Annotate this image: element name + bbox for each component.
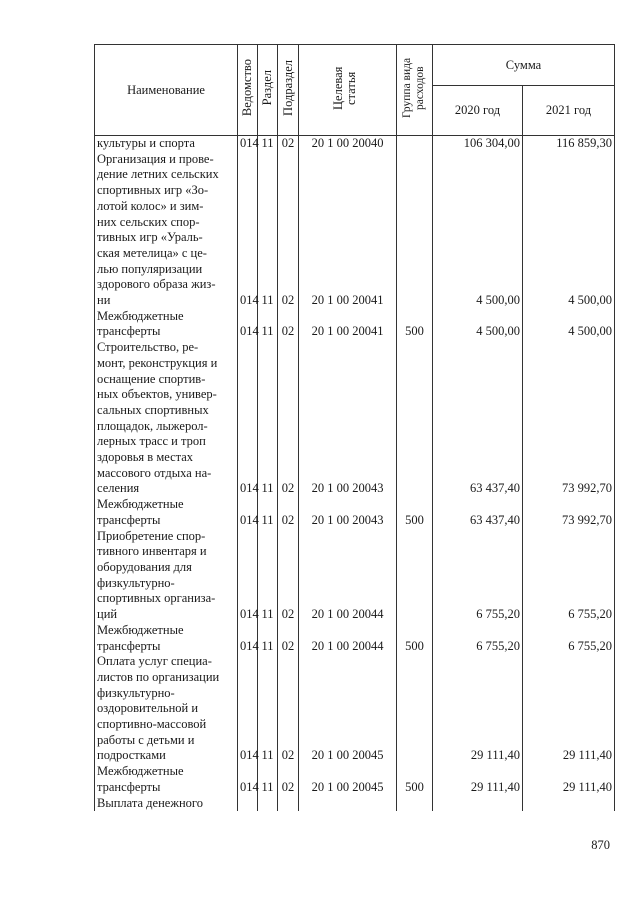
row-name [95, 340, 238, 497]
row-name-line: трансферты [97, 324, 161, 339]
cell-sum-2021: 6 755,20 [523, 529, 615, 623]
cell-sum-2020: 6 755,20 [433, 529, 523, 623]
cell-gruppa-vida [397, 529, 433, 623]
table-row [95, 497, 615, 528]
table-row [95, 152, 615, 309]
row-name-line: Межбюджетные [97, 308, 184, 323]
table-row [95, 764, 615, 795]
row-name-line: ни [97, 293, 111, 308]
cell-vedomstvo: 014 [238, 152, 258, 309]
row-name [95, 136, 238, 152]
row-name-line: дение летних сельских [97, 167, 219, 182]
cell-sum-2021: 116 859,30 [523, 136, 615, 152]
row-name-line: Приобретение спор- [97, 528, 206, 543]
cell-razdel: 11 [258, 309, 278, 340]
row-name-line: подростками [97, 748, 166, 763]
cell-celevaya-statya: 20 1 00 20044 [299, 529, 397, 623]
cell-sum-2021: 73 992,70 [523, 340, 615, 497]
row-name-line: листов по организации [97, 669, 220, 684]
row-name-line: оснащение спортив- [97, 371, 206, 386]
cell-razdel: 11 [258, 764, 278, 795]
cell-vedomstvo: 014 [238, 654, 258, 764]
cell-gruppa-vida: 500 [397, 623, 433, 654]
cell-sum-2021: 6 755,20 [523, 623, 615, 654]
row-name [95, 497, 238, 528]
row-name-line: ций [97, 607, 118, 622]
row-name-line: Межбюджетные [97, 497, 184, 512]
row-name-line: ская метелица» с це- [97, 245, 207, 260]
row-name-line: сальных спортивных [97, 402, 209, 417]
header-gruppa: Группа вида расходов [397, 45, 433, 136]
row-name [95, 529, 238, 623]
cell-podrazdel: 02 [278, 764, 299, 795]
cell-sum-2021: 4 500,00 [523, 309, 615, 340]
page-number: 870 [591, 838, 610, 852]
cell-razdel: 11 [258, 340, 278, 497]
cell-vedomstvo: 014 [238, 764, 258, 795]
cell-vedomstvo [238, 796, 258, 812]
row-name-line: оборудования для [97, 559, 192, 574]
cell-celevaya-statya: 20 1 00 20044 [299, 623, 397, 654]
cell-sum-2020: 6 755,20 [433, 623, 523, 654]
row-name-line: лерных трасс и троп [97, 434, 206, 449]
cell-sum-2020: 63 437,40 [433, 497, 523, 528]
header-year-2021: 2021 год [523, 86, 615, 136]
row-name-line: спортивных организа- [97, 591, 216, 606]
cell-vedomstvo: 014 [238, 340, 258, 497]
cell-gruppa-vida: 500 [397, 497, 433, 528]
row-name [95, 152, 238, 309]
cell-gruppa-vida [397, 152, 433, 309]
cell-podrazdel: 02 [278, 623, 299, 654]
cell-gruppa-vida [397, 136, 433, 152]
row-name-line: них сельских спор- [97, 214, 200, 229]
cell-sum-2020: 106 304,00 [433, 136, 523, 152]
cell-gruppa-vida [397, 796, 433, 812]
row-name-line: селения [97, 481, 140, 496]
row-name-line: трансферты [97, 512, 161, 527]
row-name-line: трансферты [97, 779, 161, 794]
header-name: Наименование [95, 45, 238, 136]
row-name-line: оздоровительной и [97, 701, 199, 716]
cell-razdel: 11 [258, 654, 278, 764]
cell-razdel: 11 [258, 623, 278, 654]
row-name-line: физкультурно- [97, 575, 175, 590]
row-name-line: Оплата услуг специа- [97, 654, 212, 669]
cell-gruppa-vida [397, 340, 433, 497]
cell-celevaya-statya: 20 1 00 20043 [299, 340, 397, 497]
cell-sum-2021: 29 111,40 [523, 654, 615, 764]
row-name-line: Выплата денежного [97, 795, 203, 810]
cell-sum-2020 [433, 796, 523, 812]
cell-podrazdel: 02 [278, 152, 299, 309]
cell-sum-2021 [523, 796, 615, 812]
row-name-line: культуры и спорта [97, 136, 195, 150]
cell-razdel [258, 796, 278, 812]
row-name-line: ных объектов, универ- [97, 387, 217, 402]
cell-vedomstvo: 014 [238, 136, 258, 152]
cell-podrazdel: 02 [278, 529, 299, 623]
row-name-line: тивного инвентаря и [97, 544, 207, 559]
row-name-line: лью популяризации [97, 261, 203, 276]
row-name-line: здорового образа жиз- [97, 277, 216, 292]
cell-sum-2020: 4 500,00 [433, 309, 523, 340]
cell-vedomstvo: 014 [238, 497, 258, 528]
table-row [95, 654, 615, 764]
cell-vedomstvo: 014 [238, 529, 258, 623]
cell-podrazdel: 02 [278, 340, 299, 497]
cell-gruppa-vida: 500 [397, 764, 433, 795]
table-row [95, 796, 615, 812]
row-name-line: площадок, лыжерол- [97, 418, 208, 433]
table-row [95, 340, 615, 497]
cell-celevaya-statya [299, 796, 397, 812]
row-name [95, 309, 238, 340]
cell-sum-2021: 29 111,40 [523, 764, 615, 795]
cell-podrazdel: 02 [278, 136, 299, 152]
cell-sum-2021: 73 992,70 [523, 497, 615, 528]
cell-podrazdel: 02 [278, 309, 299, 340]
row-name-line: массового отдыха на- [97, 465, 212, 480]
row-name-line: тивных игр «Ураль- [97, 230, 203, 245]
cell-celevaya-statya: 20 1 00 20040 [299, 136, 397, 152]
row-name [95, 796, 238, 812]
row-name [95, 623, 238, 654]
cell-sum-2021: 4 500,00 [523, 152, 615, 309]
row-name [95, 764, 238, 795]
header-podrazdel: Подраздел [278, 45, 299, 136]
row-name-line: Организация и прове- [97, 151, 214, 166]
row-name-line: лотой колос» и зим- [97, 198, 204, 213]
cell-razdel: 11 [258, 497, 278, 528]
header-celevaya: Целевая статья [299, 45, 397, 136]
cell-sum-2020: 29 111,40 [433, 654, 523, 764]
header-razdel: Раздел [258, 45, 278, 136]
table-row [95, 623, 615, 654]
row-name-line: Межбюджетные [97, 622, 184, 637]
row-name-line: Строительство, ре- [97, 340, 199, 355]
cell-podrazdel: 02 [278, 654, 299, 764]
cell-sum-2020: 4 500,00 [433, 152, 523, 309]
cell-celevaya-statya: 20 1 00 20045 [299, 764, 397, 795]
cell-celevaya-statya: 20 1 00 20041 [299, 309, 397, 340]
table-row [95, 136, 615, 152]
budget-table [94, 44, 615, 811]
cell-celevaya-statya: 20 1 00 20043 [299, 497, 397, 528]
cell-podrazdel [278, 796, 299, 812]
cell-sum-2020: 63 437,40 [433, 340, 523, 497]
row-name-line: физкультурно- [97, 685, 175, 700]
cell-celevaya-statya: 20 1 00 20041 [299, 152, 397, 309]
cell-sum-2020: 29 111,40 [433, 764, 523, 795]
row-name-line: здоровья в местах [97, 450, 194, 465]
row-name-line: Межбюджетные [97, 764, 184, 779]
header-year-2020: 2020 год [433, 86, 523, 136]
row-name-line: трансферты [97, 638, 161, 653]
cell-vedomstvo: 014 [238, 309, 258, 340]
row-name-line: спортивных игр «Зо- [97, 183, 209, 198]
cell-gruppa-vida: 500 [397, 309, 433, 340]
cell-podrazdel: 02 [278, 497, 299, 528]
row-name-line: спортивно-массовой [97, 717, 207, 732]
row-name [95, 654, 238, 764]
row-name-line: работы с детьми и [97, 732, 195, 747]
cell-razdel: 11 [258, 152, 278, 309]
table-row [95, 529, 615, 623]
table-header [95, 45, 615, 136]
table-row [95, 309, 615, 340]
cell-celevaya-statya: 20 1 00 20045 [299, 654, 397, 764]
header-summa: Сумма [433, 45, 615, 86]
row-name-line: монт, реконструкция и [97, 355, 218, 370]
cell-gruppa-vida [397, 654, 433, 764]
cell-razdel: 11 [258, 136, 278, 152]
header-vedomstvo: Ведомство [238, 45, 258, 136]
cell-vedomstvo: 014 [238, 623, 258, 654]
cell-razdel: 11 [258, 529, 278, 623]
table-body [95, 136, 615, 812]
